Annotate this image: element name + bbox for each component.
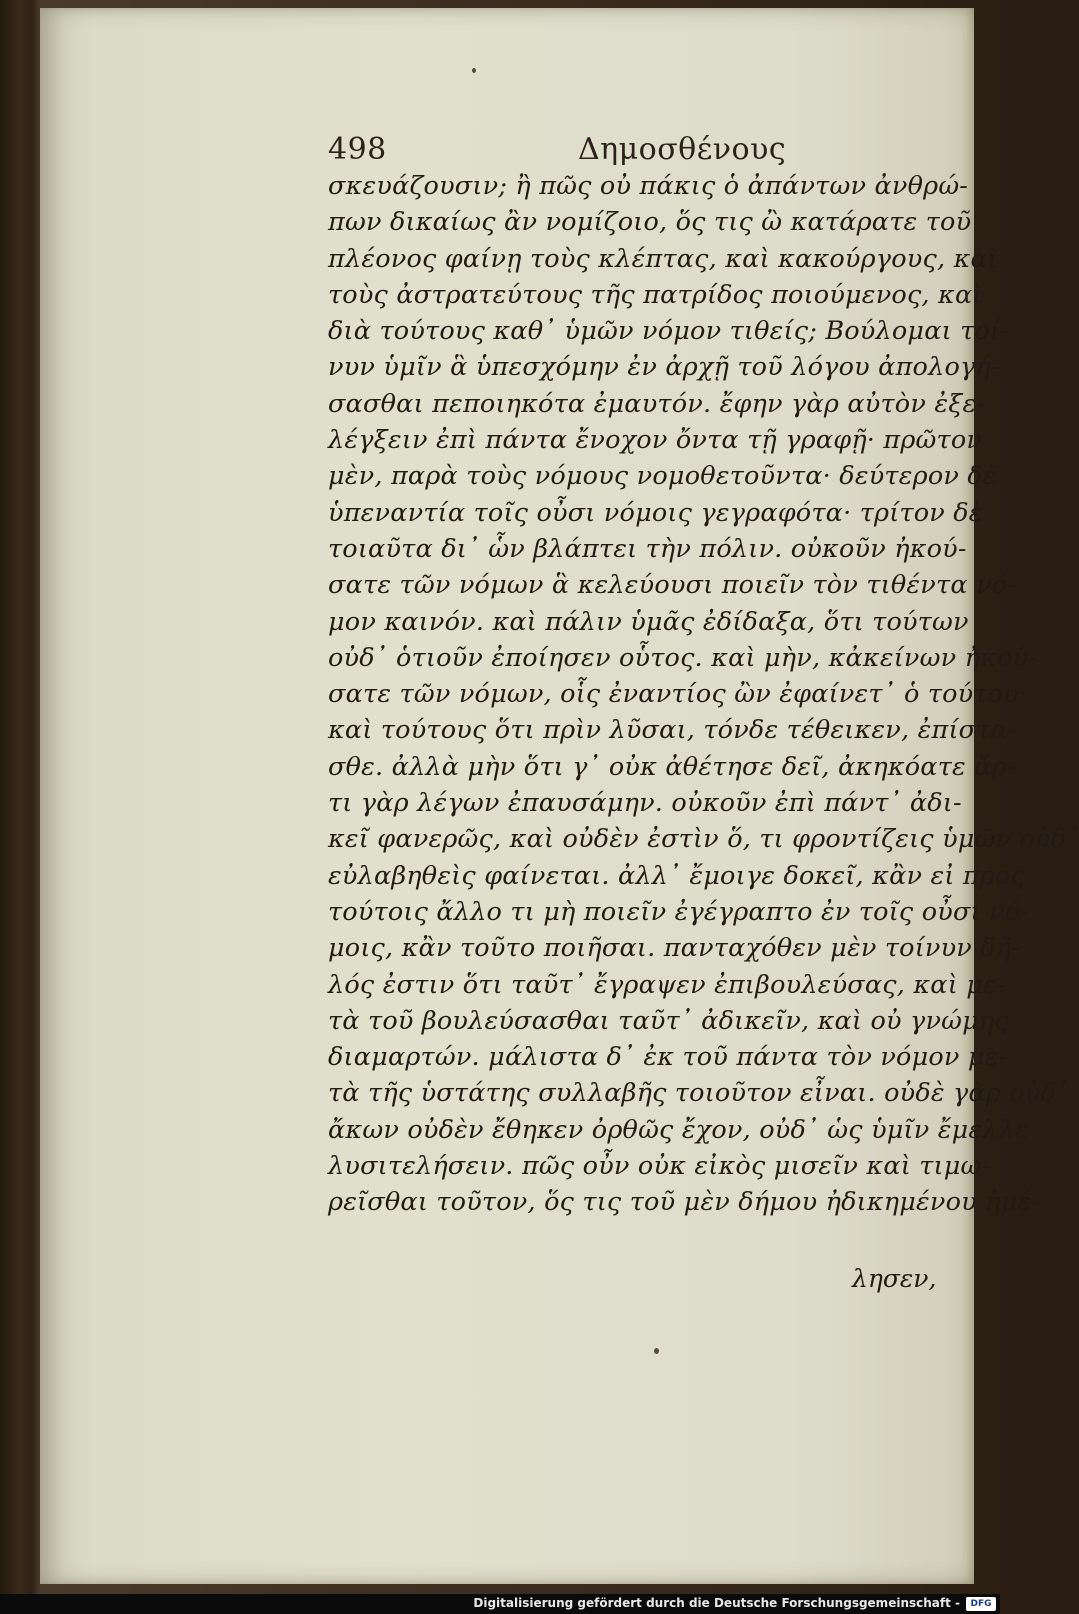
text-line: διὰ τούτους καθ᾽ ὑμῶν νόμον τιθείς; Βούλομαι τοί- — [328, 316, 1009, 347]
ink-speck — [472, 68, 476, 73]
text-line: μοις, κἂν τοῦτο ποιῆσαι. πανταχόθεν μὲν τοίνυν δῆ- — [328, 933, 1021, 964]
dfg-logo-icon: DFG — [966, 1597, 996, 1611]
text-line: σατε τῶν νόμων ἃ κελεύουσι ποιεῖν τὸν τιθέντα νό- — [328, 570, 1017, 601]
text-line: ρεῖσθαι τοῦτον, ὅς τις τοῦ μὲν δήμου ἠδικημένου ἠμέ- — [328, 1187, 1041, 1218]
text-line: κεῖ φανερῶς, καὶ οὐδὲν ἐστὶν ὅ, τι φροντίζεις ὑμῶν οὐδ᾽ — [328, 824, 1079, 855]
page-number: 498 — [328, 132, 387, 167]
text-line: σατε τῶν νόμων, οἷς ἐναντίος ὢν ἐφαίνετ᾽ ὁ τούτου· — [328, 679, 1028, 710]
catchword: λησεν, — [852, 1264, 937, 1293]
text-line: πων δικαίως ἂν νομίζοιο, ὅς τις ὢ κατάρατε τοῦ — [328, 207, 972, 238]
footer-credit: Digitalisierung gefördert durch die Deutsche Forschungsgemeinschaft - — [473, 1596, 960, 1610]
text-line: σασθαι πεποιηκότα ἐμαυτόν. ἔφην γὰρ αὐτὸν ἐξε- — [328, 388, 986, 419]
text-line: καὶ τούτους ὅτι πρὶν λῦσαι, τόνδε τέθεικεν, ἐπίστα- — [328, 715, 1017, 746]
text-line: λέγξειν ἐπὶ πάντα ἔνοχον ὄντα τῇ γραφῇ· πρῶτον — [328, 425, 983, 456]
text-line: οὐδ᾽ ὁτιοῦν ἐποίησεν οὗτος. καὶ μὴν, κἀκείνων ἠκού- — [328, 642, 1038, 673]
footer-bar — [0, 1594, 1000, 1614]
text-line: νυν ὑμῖν ἃ ὑπεσχόμην ἐν ἀρχῇ τοῦ λόγου ἀπολογή- — [328, 352, 1000, 383]
text-line: διαμαρτών. μάλιστα δ᾽ ἐκ τοῦ πάντα τὸν νόμον με- — [328, 1042, 1008, 1073]
text-line: μον καινόν. καὶ πάλιν ὑμᾶς ἐδίδαξα, ὅτι τούτων — [328, 606, 969, 637]
text-line: πλέονος φαίνῃ τοὺς κλέπτας, καὶ κακούργους, καὶ — [328, 243, 999, 274]
text-line: τοιαῦτα δι᾽ ὧν βλάπτει τὴν πόλιν. οὐκοῦν ἠκού- — [328, 533, 967, 564]
text-line: σθε. ἀλλὰ μὴν ὅτι γ᾽ οὐκ ἀθέτησε δεῖ, ἀκηκόατε ἄρ- — [328, 751, 1016, 782]
text-line: μὲν, παρὰ τοὺς νόμους νομοθετοῦντα· δεύτερον δὲ — [328, 461, 997, 492]
text-line: τι γὰρ λέγων ἐπαυσάμην. οὐκοῦν ἐπὶ πάντ᾽ ἀδι- — [328, 788, 962, 819]
text-line: εὐλαβηθεὶς φαίνεται. ἀλλ᾽ ἔμοιγε δοκεῖ, κἂν εἰ πρὸς — [328, 860, 1026, 891]
text-line: τὰ τοῦ βουλεύσασθαι ταῦτ᾽ ἀδικεῖν, καὶ οὐ γνώμης — [328, 1005, 1009, 1036]
running-title: Δημοσθένους — [578, 132, 787, 167]
text-line: λός ἐστιν ὅτι ταῦτ᾽ ἔγραψεν ἐπιβουλεύσας, καὶ με- — [328, 969, 1006, 1000]
text-line: ἄκων οὐδὲν ἔθηκεν ὀρθῶς ἔχον, οὐδ᾽ ὡς ὑμῖν ἔμελλε — [328, 1114, 1029, 1145]
text-line: ὑπεναντία τοῖς οὖσι νόμοις γεγραφότα· τρίτον δὲ — [328, 497, 983, 528]
book-page — [40, 8, 1079, 1584]
ink-speck — [654, 1348, 659, 1354]
text-line: τοὺς ἀστρατεύτους τῆς πατρίδος ποιούμενος, καὶ — [328, 279, 983, 310]
text-line: σκευάζουσιν; ἢ πῶς οὐ πάκις ὁ ἀπάντων ἀνθρώ- — [328, 171, 969, 201]
text-line: τὰ τῆς ὑστάτης συλλαβῆς τοιοῦτον εἶναι. οὐδὲ γὰρ οὐδ᾽ — [328, 1078, 1070, 1109]
text-line: τούτοις ἄλλο τι μὴ ποιεῖν ἐγέγραπτο ἐν τοῖς οὖσι νό- — [328, 896, 1030, 927]
body-text — [328, 168, 1079, 1221]
text-line: λυσιτελήσειν. πῶς οὖν οὐκ εἰκὸς μισεῖν καὶ τιμω- — [328, 1151, 991, 1182]
